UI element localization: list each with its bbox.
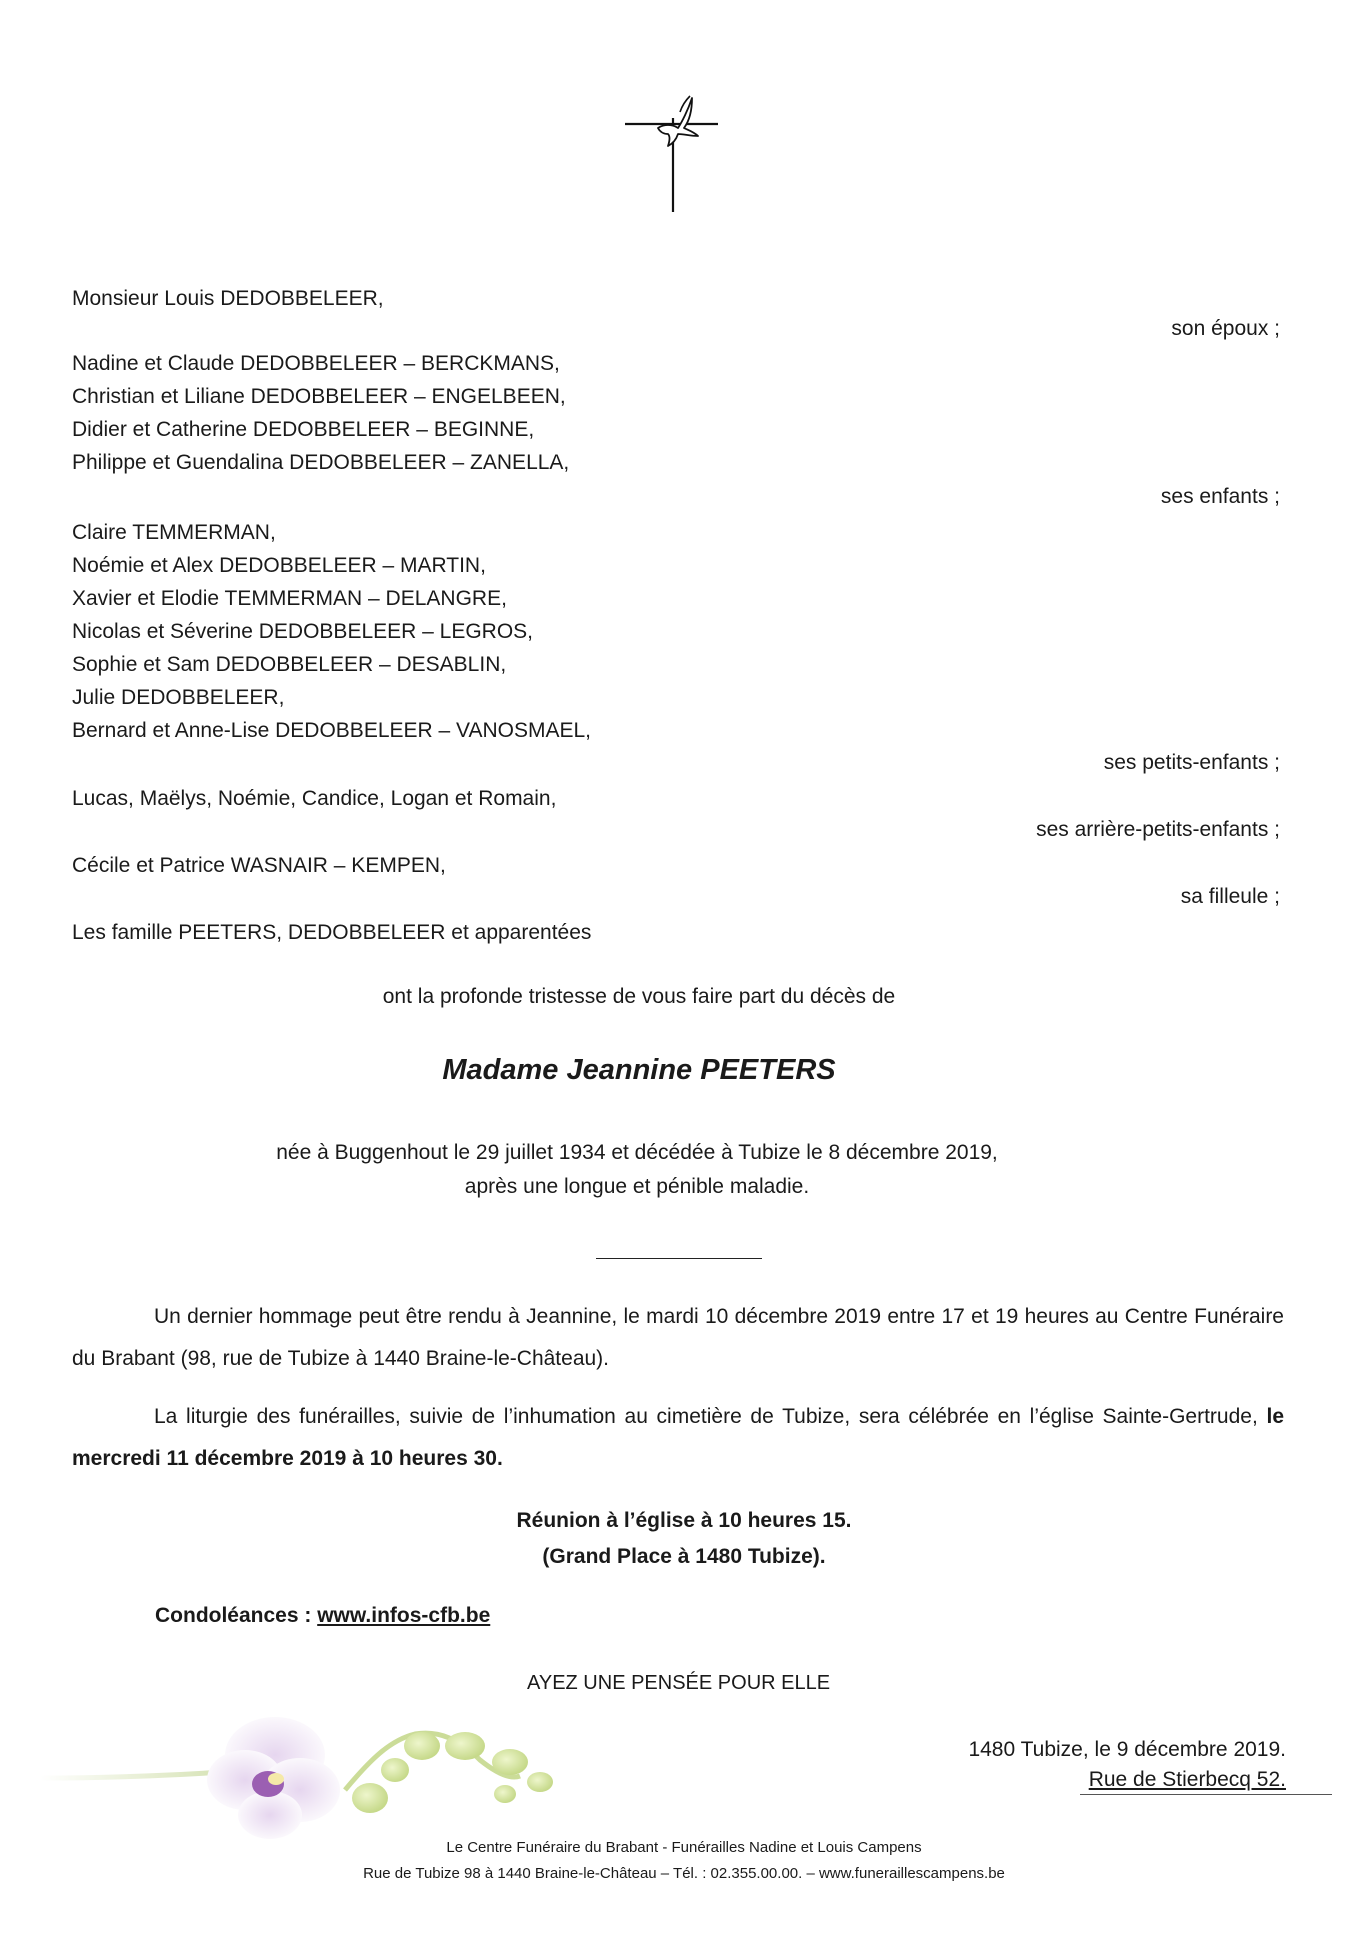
- illness-line: après une longue et pénible maladie.: [464, 1175, 810, 1198]
- list-item: Nadine et Claude DEDOBBELEER – BERCKMANS,: [72, 352, 560, 375]
- footer: [0, 1835, 1368, 1887]
- signature-line: [1080, 1794, 1332, 1795]
- orchid-branch-icon: [40, 1700, 600, 1850]
- footer-address: Rue de Tubize 98 à 1440 Braine-le-Château – Tél. : 02.355.00.00. – www.funeraillescampens.be: [363, 1865, 1005, 1882]
- list-item: Sophie et Sam DEDOBBELEER – DESABLIN,: [72, 653, 507, 676]
- children-list: [72, 347, 569, 479]
- relation-goddaughter: sa filleule ;: [1180, 885, 1280, 908]
- condoleances-link[interactable]: www.infos-cfb.be: [317, 1604, 491, 1627]
- list-item: Claire TEMMERMAN,: [72, 521, 276, 544]
- grandchildren-list: [72, 516, 591, 747]
- place-date: 1480 Tubize, le 9 décembre 2019.: [968, 1738, 1286, 1761]
- condoleances-label: Condoléances :: [155, 1604, 318, 1627]
- liturgie-date: le mercredi 11 décembre 2019 à 10 heures 30.: [72, 1405, 1284, 1470]
- birth-death-info: [0, 1136, 1321, 1204]
- goddaughter: Cécile et Patrice WASNAIR – KEMPEN,: [72, 854, 446, 877]
- announcement-intro: ont la profonde tristesse de vous faire part du décès de: [382, 985, 896, 1008]
- list-item: Noémie et Alex DEDOBBELEER – MARTIN,: [72, 554, 486, 577]
- divider: [596, 1258, 762, 1259]
- cross-with-dove-icon: [620, 88, 720, 218]
- list-item: Julie DEDOBBELEER,: [72, 686, 285, 709]
- reunion-info: [0, 1503, 1368, 1575]
- list-item: Philippe et Guendalina DEDOBBELEER – ZANELLA,: [72, 451, 570, 474]
- relation-great-grandchildren: ses arrière-petits-enfants ;: [1036, 818, 1280, 841]
- condoleances: [155, 1604, 490, 1628]
- relation-children: ses enfants ;: [1160, 485, 1280, 508]
- birth-death-line: née à Buggenhout le 29 juillet 1934 et décédée à Tubize le 8 décembre 2019,: [276, 1141, 998, 1164]
- list-item: Christian et Liliane DEDOBBELEER – ENGELBEEN,: [72, 385, 566, 408]
- reunion-place: (Grand Place à 1480 Tubize).: [542, 1545, 826, 1568]
- liturgie-text: La liturgie des funérailles, suivie de l’inhumation au cimetière de Tubize, sera célébrée en l’église Sainte-Gertrude,: [154, 1405, 1267, 1428]
- spouse-name: Monsieur Louis DEDOBBELEER,: [72, 287, 384, 310]
- hommage-paragraph: Un dernier hommage peut être rendu à Jeannine, le mardi 10 décembre 2019 entre 17 et 19 heures au Centre Funéraire du Brabant (98, rue de Tubize à 1440 Braine-le-Château).: [72, 1305, 1284, 1370]
- liturgie-paragraph: [72, 1396, 1284, 1480]
- footer-company: Le Centre Funéraire du Brabant - Funérailles Nadine et Louis Campens: [446, 1839, 922, 1856]
- families: Les famille PEETERS, DEDOBBELEER et apparentées: [72, 921, 592, 944]
- deceased-name: Madame Jeannine PEETERS: [442, 1054, 836, 1086]
- great-grandchildren: Lucas, Maëlys, Noémie, Candice, Logan et Romain,: [72, 787, 557, 810]
- list-item: Nicolas et Séverine DEDOBBELEER – LEGROS,: [72, 620, 534, 643]
- list-item: Xavier et Elodie TEMMERMAN – DELANGRE,: [72, 587, 507, 610]
- relation-spouse: son époux ;: [1171, 317, 1280, 340]
- list-item: Didier et Catherine DEDOBBELEER – BEGINNE,: [72, 418, 535, 441]
- list-item: Bernard et Anne-Lise DEDOBBELEER – VANOSMAEL,: [72, 719, 592, 742]
- reunion-time: Réunion à l’église à 10 heures 15.: [516, 1509, 852, 1532]
- address: Rue de Stierbecq 52.: [1088, 1768, 1286, 1791]
- relation-grandchildren: ses petits-enfants ;: [1103, 751, 1280, 774]
- pensee-line: AYEZ UNE PENSÉE POUR ELLE: [527, 1672, 831, 1694]
